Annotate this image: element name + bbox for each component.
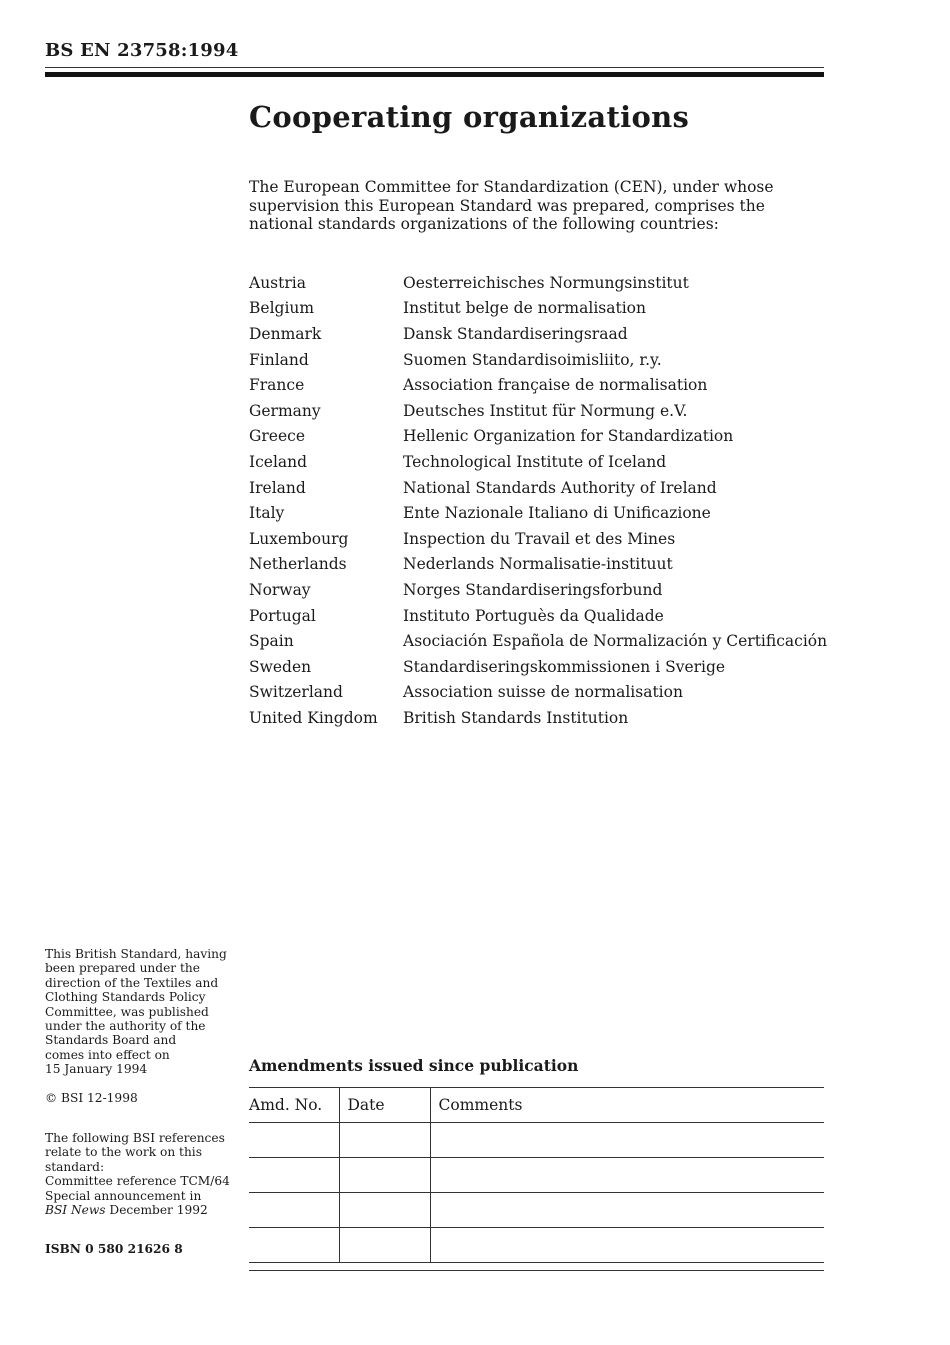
organization-row [249, 321, 827, 347]
organization-row [249, 552, 827, 578]
country-name: Belgium [249, 299, 315, 318]
organization-name: Standardiseringskommissionen i Sverige [403, 657, 726, 676]
organization-row [249, 475, 827, 501]
text-line: under the authority of the [45, 1019, 206, 1034]
country-name: Denmark [249, 324, 322, 343]
intro-paragraph: The European Committee for Standardization (CEN), under whose supervision this European Standard was prepared, comprises the national standards organizations of the following countries: [249, 178, 774, 233]
text-line: Standards Board and [45, 1033, 177, 1048]
country-name: Norway [249, 580, 311, 599]
amendments-table [249, 1087, 824, 1263]
organization-row [249, 603, 827, 629]
country-name: Sweden [249, 657, 312, 676]
date-cell [339, 1158, 430, 1193]
organization-row [249, 347, 827, 373]
country-name: Germany [249, 401, 321, 420]
organization-name: National Standards Authority of Ireland [403, 478, 717, 497]
organization-row [249, 577, 827, 603]
text-line: direction of the Textiles and [45, 975, 219, 990]
organization-row [249, 398, 827, 424]
date-header: Date [339, 1088, 430, 1123]
organization-name: Association française de normalisation [403, 376, 708, 395]
organization-name: Ente Nazionale Italiano di Unificazione [403, 504, 711, 523]
bsi-references [45, 1131, 235, 1217]
comments-cell [430, 1193, 824, 1228]
comments-header: Comments [430, 1088, 824, 1123]
country-name: United Kingdom [249, 708, 378, 727]
text-line: Special announcement in [45, 1188, 202, 1203]
country-name: Spain [249, 632, 294, 651]
amendment-row [249, 1228, 824, 1263]
isbn: ISBN 0 580 21626 8 [45, 1241, 183, 1256]
organization-name: Institut belge de normalisation [403, 299, 646, 318]
text-line: Committee reference TCM/64 [45, 1174, 230, 1189]
organization-name: Nederlands Normalisatie-instituut [403, 555, 673, 574]
organization-name: Oesterreichisches Normungsinstitut [403, 273, 689, 292]
footer-rule [249, 1270, 824, 1271]
text-line: Clothing Standards Policy [45, 990, 206, 1005]
country-name: Greece [249, 427, 305, 446]
amendment-row [249, 1193, 824, 1228]
country-name: Ireland [249, 478, 306, 497]
organization-name: Norges Standardiseringsforbund [403, 580, 663, 599]
date-cell [339, 1193, 430, 1228]
organization-row [249, 654, 827, 680]
publication-statement [45, 947, 235, 1077]
organization-name: Dansk Standardiseringsraad [403, 324, 628, 343]
page-title: Cooperating organizations [249, 100, 690, 134]
comments-cell [430, 1158, 824, 1193]
publication-notes [45, 947, 235, 1256]
comments-cell [430, 1123, 824, 1158]
organizations-table [249, 270, 827, 731]
text-line: This British Standard, having [45, 947, 227, 961]
organization-name: Inspection du Travail et des Mines [403, 529, 676, 548]
country-name: Italy [249, 504, 285, 523]
amendments-header-row [249, 1088, 824, 1123]
country-name: Finland [249, 350, 309, 369]
amendment-row [249, 1158, 824, 1193]
organization-name: Suomen Standardisoimisliito, r.y. [403, 350, 662, 369]
country-name: Portugal [249, 606, 316, 625]
text-line: 15 January 1994 [45, 1062, 148, 1077]
organization-name: Hellenic Organization for Standardization [403, 427, 734, 446]
text-line: relate to the work on this [45, 1145, 202, 1160]
organization-name: British Standards Institution [403, 708, 629, 727]
amd-no-header: Amd. No. [249, 1088, 339, 1123]
organization-name: Association suisse de normalisation [403, 683, 683, 702]
organization-row [249, 270, 827, 296]
organization-row [249, 680, 827, 706]
copyright-notice: © BSI 12-1998 [45, 1090, 138, 1105]
organization-row [249, 424, 827, 450]
date-cell [339, 1228, 430, 1263]
document-id: BS EN 23758:1994 [45, 40, 239, 61]
organization-name: Deutsches Institut für Normung e.V. [403, 401, 688, 420]
amd-no-cell [249, 1228, 339, 1263]
organization-row [249, 372, 827, 398]
organization-row [249, 628, 827, 654]
amd-no-cell [249, 1123, 339, 1158]
organization-name: Instituto Portuguès da Qualidade [403, 606, 664, 625]
organization-row [249, 296, 827, 322]
text-line: been prepared under the [45, 961, 200, 976]
amendments-title: Amendments issued since publication [249, 1056, 579, 1075]
date-cell [339, 1123, 430, 1158]
country-name: Switzerland [249, 683, 343, 702]
bsi-news-date: December 1992 [105, 1203, 208, 1218]
organization-row [249, 449, 827, 475]
country-name: Austria [249, 273, 306, 292]
organization-row [249, 500, 827, 526]
comments-cell [430, 1228, 824, 1263]
bsi-news-title: BSI News [45, 1203, 106, 1218]
country-name: France [249, 376, 305, 395]
organization-row [249, 705, 827, 731]
header-rule-thin [45, 67, 824, 68]
amendment-row [249, 1123, 824, 1158]
country-name: Netherlands [249, 555, 347, 574]
text-line: comes into effect on [45, 1047, 170, 1062]
amd-no-cell [249, 1158, 339, 1193]
organization-name: Technological Institute of Iceland [403, 452, 667, 471]
country-name: Iceland [249, 452, 308, 471]
amd-no-cell [249, 1193, 339, 1228]
text-line: Committee, was published [45, 1004, 209, 1019]
text-line: standard: [45, 1159, 105, 1174]
organization-name: Asociación Española de Normalización y Certificación [403, 632, 828, 651]
header-rule-thick [45, 72, 824, 77]
country-name: Luxembourg [249, 529, 349, 548]
text-line: The following BSI references [45, 1131, 225, 1146]
organization-row [249, 526, 827, 552]
